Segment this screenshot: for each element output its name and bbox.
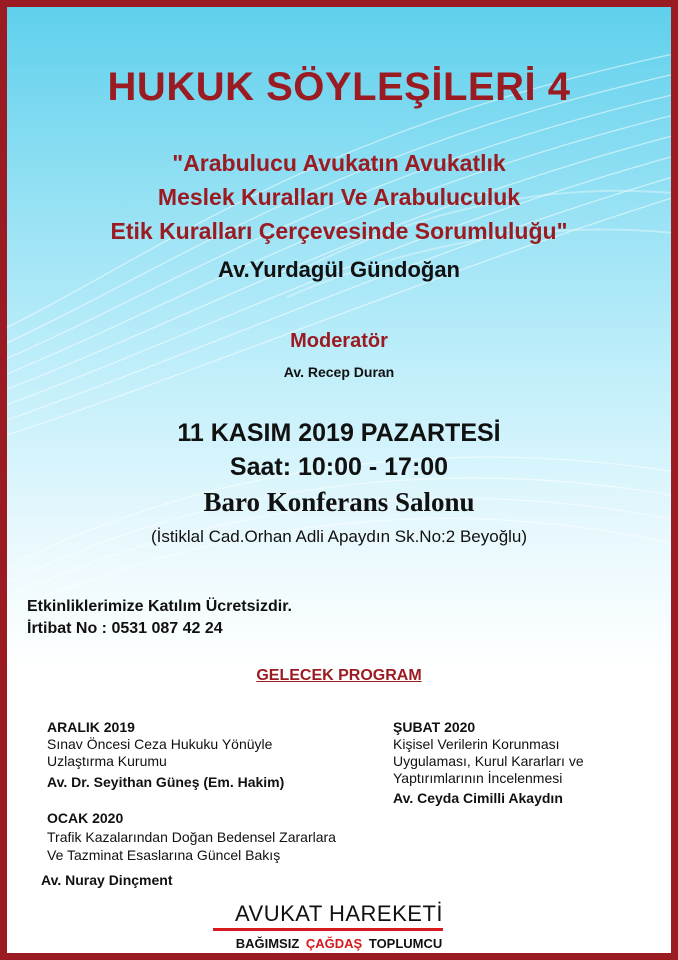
program-month-ocak: OCAK 2020 bbox=[47, 810, 124, 826]
tagline-word: BAĞIMSIZ bbox=[235, 936, 300, 951]
tagline-word: TOPLUMCU bbox=[368, 936, 443, 951]
event-subtitle-line-3: Etik Kuralları Çerçevesinde Sorumluluğu" bbox=[110, 218, 568, 244]
event-venue: Baro Konferans Salonu bbox=[203, 487, 475, 517]
program-topic-line: Yaptırımlarının İncelenmesi bbox=[393, 770, 563, 786]
program-topic-line: Trafik Kazalarından Doğan Bedensel Zararlara bbox=[47, 829, 336, 845]
upcoming-program-title: GELECEK PROGRAM bbox=[256, 667, 422, 684]
tagline-word-highlight: ÇAĞDAŞ bbox=[305, 936, 363, 951]
program-speaker: Av. Dr. Seyithan Güneş (Em. Hakim) bbox=[47, 774, 285, 790]
program-speaker: Av. Nuray Dinçment bbox=[41, 872, 173, 888]
program-topic-line: Kişisel Verilerin Korunması bbox=[393, 736, 560, 752]
program-month-aralik: ARALIK 2019 bbox=[47, 719, 135, 735]
logo-divider bbox=[213, 928, 443, 931]
free-entry-note: Etkinliklerimize Katılım Ücretsizdir. bbox=[27, 598, 292, 615]
event-speaker: Av.Yurdagül Gündoğan bbox=[218, 257, 460, 282]
event-subtitle-line-2: Meslek Kuralları Ve Arabuluculuk bbox=[157, 184, 521, 210]
organization-logo-tagline bbox=[7, 936, 671, 951]
program-speaker: Av. Ceyda Cimilli Akaydın bbox=[393, 790, 563, 806]
moderator-name: Av. Recep Duran bbox=[283, 364, 395, 380]
event-subtitle-line-1: "Arabulucu Avukatın Avukatlık bbox=[172, 150, 506, 176]
event-date: 11 KASIM 2019 PAZARTESİ bbox=[177, 419, 501, 447]
organization-logo-name: AVUKAT HAREKETİ bbox=[235, 901, 443, 926]
program-topic-line: Uzlaştırma Kurumu bbox=[47, 753, 167, 769]
program-topic-line: Sınav Öncesi Ceza Hukuku Yönüyle bbox=[47, 736, 273, 752]
program-topic-line: Ve Tazminat Esaslarına Güncel Bakış bbox=[47, 847, 281, 863]
contact-number: İrtibat No : 0531 087 42 24 bbox=[27, 620, 223, 637]
moderator-label: Moderatör bbox=[290, 330, 388, 352]
program-month-subat: ŞUBAT 2020 bbox=[393, 719, 476, 735]
event-time: Saat: 10:00 - 17:00 bbox=[229, 453, 449, 481]
event-title: HUKUK SÖYLEŞİLERİ 4 bbox=[107, 65, 571, 109]
program-topic-line: Uygulaması, Kurul Kararları ve bbox=[393, 753, 584, 769]
event-address: (İstiklal Cad.Orhan Adli Apaydın Sk.No:2 Beyoğlu) bbox=[150, 527, 528, 546]
